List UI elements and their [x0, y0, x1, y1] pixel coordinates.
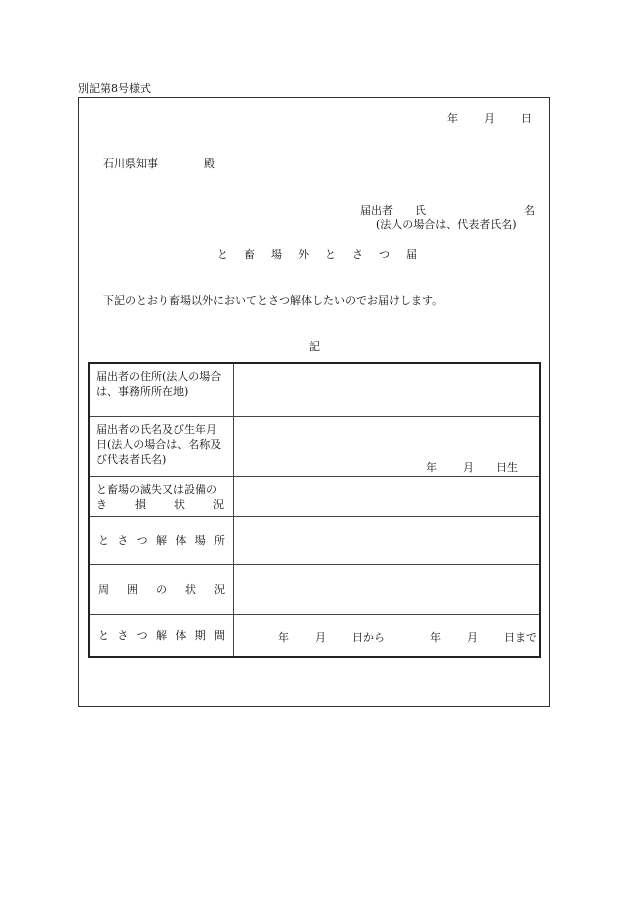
- applicant-name-char-1: 氏: [415, 204, 426, 217]
- document-title: [217, 246, 417, 262]
- applicant-label: 届出者: [360, 204, 393, 217]
- period-to: 年 月 日まで: [430, 631, 537, 644]
- title-char: と: [217, 248, 228, 261]
- label-name-birthdate: 届出者の氏名及び生年月日(法人の場合は、名称及び代表者氏名): [90, 417, 234, 476]
- title-char: 畜: [244, 248, 255, 261]
- date-year: 年: [447, 112, 458, 125]
- label-damage-status: と畜場の滅失又は設備の き 損 状 況: [90, 477, 234, 516]
- body-text: 下記のとおり畜場以外においてとさつ解体したいのでお届けします。: [103, 294, 444, 307]
- applicant-note: (法人の場合は、代表者氏名): [376, 218, 517, 231]
- label-slaughter-place: と さ つ 解 体 場 所: [90, 517, 234, 564]
- addressee: [103, 155, 215, 171]
- addressee-name: 石川県知事: [103, 157, 158, 170]
- title-char: さ: [352, 248, 363, 261]
- table-row: [90, 516, 539, 564]
- title-char: 届: [406, 248, 417, 261]
- birth-date: 年 月 日生: [426, 461, 518, 474]
- slaughter-period-field[interactable]: [234, 615, 539, 656]
- date-month: 月: [484, 112, 495, 125]
- title-char: 外: [298, 248, 309, 261]
- surroundings-field[interactable]: [234, 565, 539, 614]
- title-char: と: [325, 248, 336, 261]
- table-row: [90, 364, 539, 416]
- name-birthdate-field[interactable]: [234, 417, 539, 476]
- table-row: [90, 614, 539, 656]
- ki-heading: 記: [309, 340, 320, 353]
- table-row: [90, 476, 539, 516]
- title-char: つ: [379, 248, 390, 261]
- slaughter-place-field[interactable]: [234, 517, 539, 564]
- label-address: 届出者の住所(法人の場合は、事務所所在地): [90, 364, 234, 416]
- details-table: [88, 362, 541, 658]
- submission-date[interactable]: [447, 110, 532, 126]
- period-from: 年 月 日から: [278, 631, 385, 644]
- date-day: 日: [521, 112, 532, 125]
- form-number: 別記第8号様式: [78, 82, 151, 95]
- applicant-name-char-2: 名: [524, 204, 535, 217]
- damage-status-field[interactable]: [234, 477, 539, 516]
- table-row: [90, 564, 539, 614]
- address-field[interactable]: [234, 364, 539, 416]
- honorific: 殿: [204, 157, 215, 170]
- title-char: 場: [271, 248, 282, 261]
- label-slaughter-period: と さ つ 解 体 期 間: [90, 615, 234, 656]
- label-surroundings: 周 囲 の 状 況: [90, 565, 234, 614]
- table-row: [90, 416, 539, 476]
